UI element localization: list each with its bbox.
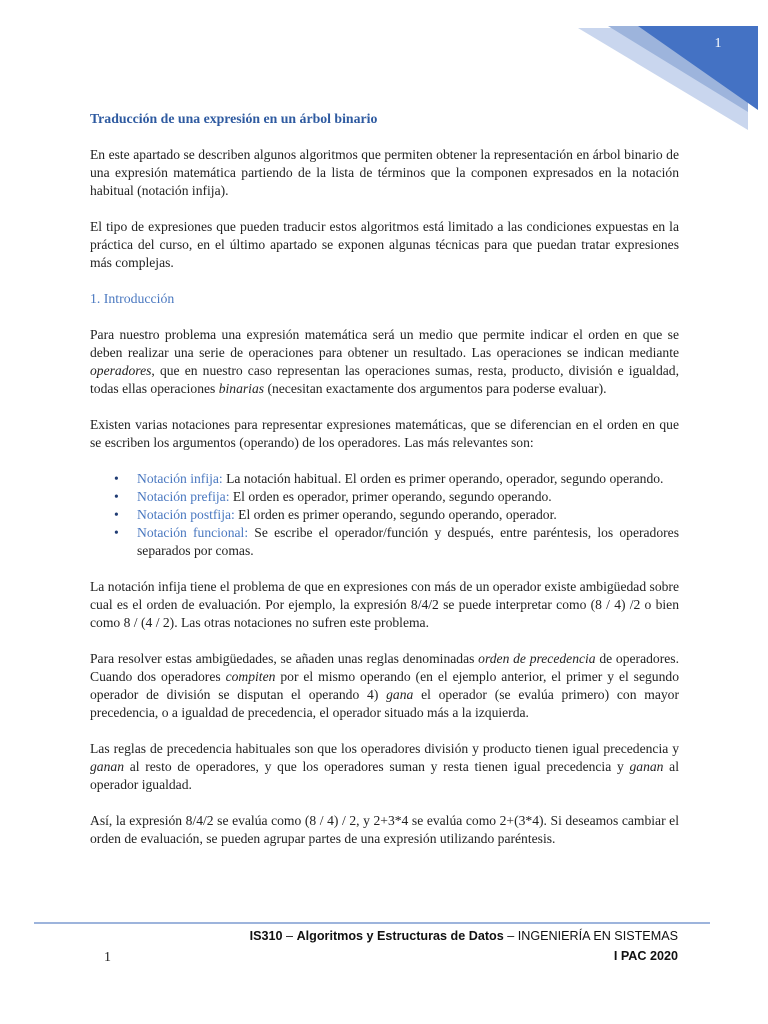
notation-list <box>90 470 679 560</box>
header-page-number: 1 <box>714 36 722 51</box>
intro-paragraph-2: El tipo de expresiones que pueden traducir estos algoritmos está limitado a las condiciones expuestas en la práctica del curso, en el último apartado se exponen algunas técnicas para que puedan tratar expresiones más complejas. <box>90 219 679 270</box>
bullet-icon: • <box>114 507 119 522</box>
list-item: • Notación postfija: El orden es primer operando, segundo operando, operador. <box>114 507 557 522</box>
footer-course-line: IS310 – Algoritmos y Estructuras de Datos – INGENIERÍA EN SISTEMAS <box>249 929 678 943</box>
bullet-icon: • <box>114 525 119 540</box>
bullet-icon: • <box>114 489 119 504</box>
footer-divider <box>34 922 710 924</box>
list-item: • Notación prefija: El orden es operador, primer operando, segundo operando. <box>114 489 552 504</box>
paragraph-precedence: Para resolver estas ambigüedades, se añaden unas reglas denominadas orden de precedencia de operadores. Cuando dos operadores compiten por el mismo operando (en el ejemplo anterior, el primer y el segundo operador de división se disputan el operando 4) gana el operador (se evalúa primero) con mayor precedencia, o a igualdad de precedencia, el operador situado más a la izquierda. <box>90 651 679 720</box>
paragraph-operators: Para nuestro problema una expresión matemática será un medio que permite indicar el orden en que se deben realizar una serie de operaciones para obtener un resultado. Las operaciones se indican mediante operadores, que en nuestro caso representan las operaciones sumas, resta, producto, división e igualdad, todas ellas operaciones binarias (necesitan exactamente dos argumentos para poderse evaluar). <box>90 327 679 396</box>
footer-term: I PAC 2020 <box>613 949 678 963</box>
paragraph-examples: Así, la expresión 8/4/2 se evalúa como (8 / 4) / 2, y 2+3*4 se evalúa como 2+(3*4). Si deseamos cambiar el orden de evaluación, se pueden agrupar partes de una expresión utilizando paréntesis. <box>90 813 679 846</box>
document-body <box>90 110 679 866</box>
paragraph-ambiguity: La notación infija tiene el problema de que en expresiones con más de un operador existe ambigüedad sobre cual es el orden de evaluación. Por ejemplo, la expresión 8/4/2 se puede interpretar como (8 / 4) /2 o bien como 8 / (4 / 2). Las otras notaciones no sufren este problema. <box>90 579 679 630</box>
footer-course-info <box>250 926 678 966</box>
list-item: • Notación infija: La notación habitual. El orden es primer operando, operador, segundo operando. <box>114 471 664 486</box>
bullet-icon: • <box>114 471 119 486</box>
intro-paragraph-1: En este apartado se describen algunos algoritmos que permiten obtener la representación en árbol binario de una expresión matemática partiendo de la lista de términos que la componen expresados en la notación habitual (notación infija). <box>90 147 679 198</box>
section-heading: 1. Introducción <box>90 291 175 306</box>
footer-page-number: 1 <box>104 950 111 965</box>
list-item: • Notación funcional: Se escribe el operador/función y después, entre paréntesis, los operadores separados por comas. <box>114 525 680 558</box>
document-title: Traducción de una expresión en un árbol binario <box>90 111 378 126</box>
paragraph-notations-intro: Existen varias notaciones para representar expresiones matemáticas, que se diferencian en el orden en que se escriben los argumentos (operando) de los operadores. Las más relevantes son: <box>90 417 679 450</box>
paragraph-precedence-rules: Las reglas de precedencia habituales son que los operadores división y producto tienen igual precedencia y ganan al resto de operadores, y que los operadores suman y resta tienen igual precedencia y ganan al operador igualdad. <box>90 741 679 792</box>
